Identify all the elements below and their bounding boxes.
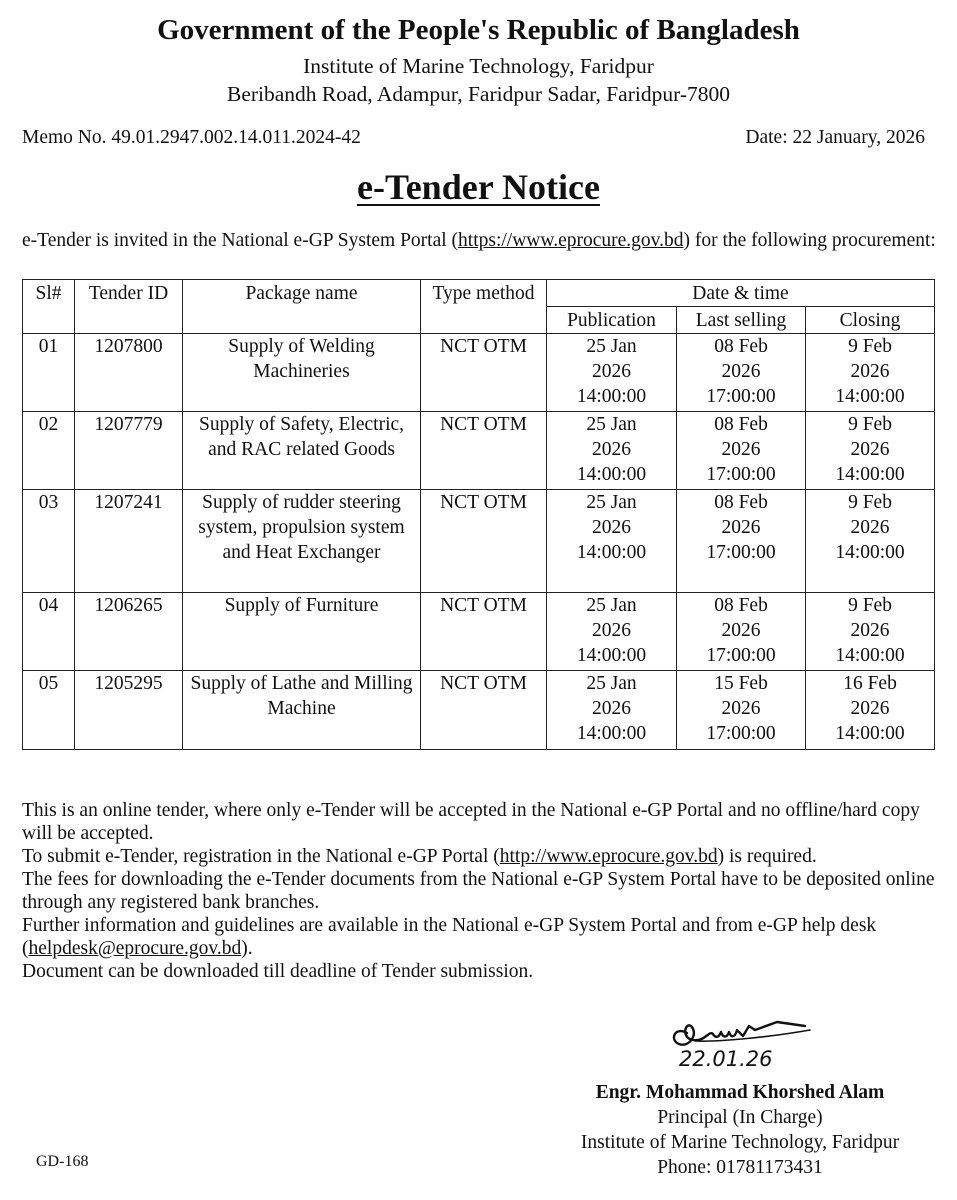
- cell-sl: 03: [23, 490, 75, 593]
- cell-publication: 25 Jan 2026 14:00:00: [547, 412, 677, 490]
- cell-tender-id: 1205295: [75, 671, 183, 750]
- signatory-designation: Principal (In Charge): [657, 1107, 823, 1128]
- signatory-phone: Phone: 01781173431: [657, 1157, 823, 1178]
- cell-last-selling: 08 Feb 2026 17:00:00: [677, 334, 806, 412]
- memo-number: Memo No. 49.01.2947.002.14.011.2024-42: [22, 127, 361, 148]
- intro-text: e-Tender is invited in the National e-GP System Portal (https://www.eprocure.gov.bd) for the following procurement:: [22, 230, 936, 251]
- cell-type: NCT OTM: [421, 671, 547, 750]
- note-helpdesk: Further information and guidelines are available in the National e-GP System Portal and from e-GP help desk (helpdesk@eprocure.gov.bd).: [22, 915, 877, 959]
- col-tender-id: Tender ID: [75, 280, 183, 334]
- government-heading: Government of the People's Republic of Bangladesh: [157, 14, 800, 46]
- institute-address: Beribandh Road, Adampur, Faridpur Sadar, Faridpur-7800: [226, 82, 730, 106]
- cell-package: Supply of rudder steering system, propulsion system and Heat Exchanger: [183, 490, 421, 593]
- table-row: [23, 593, 935, 671]
- cell-type: NCT OTM: [421, 593, 547, 671]
- signature-date: 22.01.26: [679, 1047, 773, 1071]
- note-download-deadline: Document can be downloaded till deadline of Tender submission.: [22, 961, 534, 982]
- cell-type: NCT OTM: [421, 412, 547, 490]
- signatory-institute: Institute of Marine Technology, Faridpur: [580, 1132, 900, 1153]
- cell-closing: 9 Feb 2026 14:00:00: [806, 490, 935, 593]
- signatory-name: Engr. Mohammad Khorshed Alam: [595, 1082, 885, 1103]
- cell-publication: 25 Jan 2026 14:00:00: [547, 334, 677, 412]
- eprocure-http-link[interactable]: http://www.eprocure.gov.bd: [499, 846, 718, 867]
- cell-closing: 9 Feb 2026 14:00:00: [806, 593, 935, 671]
- table-row: [23, 412, 935, 490]
- cell-tender-id: 1206265: [75, 593, 183, 671]
- note-fees: The fees for downloading the e-Tender documents from the National e-GP System Portal have to be deposited online through any registered bank branches.: [22, 869, 935, 913]
- col-closing: Closing: [806, 307, 935, 334]
- note-registration: To submit e-Tender, registration in the National e-GP Portal (http://www.eprocure.gov.bd) is required.: [22, 846, 817, 867]
- note-online-only: This is an online tender, where only e-Tender will be accepted in the National e-GP Portal and no offline/hard copy will be accepted.: [22, 800, 920, 844]
- cell-package: Supply of Safety, Electric, and RAC related Goods: [183, 412, 421, 490]
- table-row: [23, 671, 935, 750]
- cell-tender-id: 1207241: [75, 490, 183, 593]
- footer-code: GD-168: [36, 1153, 89, 1170]
- cell-sl: 05: [23, 671, 75, 750]
- col-package: Package name: [183, 280, 421, 334]
- cell-package: Supply of Lathe and Milling Machine: [183, 671, 421, 750]
- table-row: [23, 490, 935, 593]
- cell-type: NCT OTM: [421, 490, 547, 593]
- col-sl: Sl#: [23, 280, 75, 334]
- institute-name: Institute of Marine Technology, Faridpur: [303, 54, 654, 78]
- cell-last-selling: 08 Feb 2026 17:00:00: [677, 412, 806, 490]
- table-row: [23, 334, 935, 412]
- page-title: e-Tender Notice: [357, 167, 600, 207]
- eprocure-link[interactable]: https://www.eprocure.gov.bd: [458, 230, 684, 251]
- cell-closing: 16 Feb 2026 14:00:00: [806, 671, 935, 750]
- signatory-block: [540, 1080, 940, 1180]
- cell-sl: 04: [23, 593, 75, 671]
- cell-tender-id: 1207779: [75, 412, 183, 490]
- notice-date: Date: 22 January, 2026: [745, 127, 925, 148]
- cell-package: Supply of Furniture: [183, 593, 421, 671]
- col-last-selling: Last selling: [677, 307, 806, 334]
- notes-section: [22, 799, 942, 983]
- cell-type: NCT OTM: [421, 334, 547, 412]
- col-datetime: Date & time: [547, 280, 935, 307]
- cell-last-selling: 08 Feb 2026 17:00:00: [677, 490, 806, 593]
- signature-image: [665, 1008, 825, 1078]
- cell-closing: 9 Feb 2026 14:00:00: [806, 412, 935, 490]
- cell-publication: 25 Jan 2026 14:00:00: [547, 593, 677, 671]
- cell-publication: 25 Jan 2026 14:00:00: [547, 490, 677, 593]
- cell-package: Supply of Welding Machineries: [183, 334, 421, 412]
- cell-closing: 9 Feb 2026 14:00:00: [806, 334, 935, 412]
- table-header-row: [23, 280, 935, 307]
- cell-sl: 01: [23, 334, 75, 412]
- col-type: Type method: [421, 280, 547, 334]
- cell-last-selling: 15 Feb 2026 17:00:00: [677, 671, 806, 750]
- cell-tender-id: 1207800: [75, 334, 183, 412]
- cell-sl: 02: [23, 412, 75, 490]
- cell-publication: 25 Jan 2026 14:00:00: [547, 671, 677, 750]
- col-publication: Publication: [547, 307, 677, 334]
- helpdesk-email-link[interactable]: helpdesk@eprocure.gov.bd: [28, 938, 242, 959]
- tender-table: [22, 279, 935, 750]
- cell-last-selling: 08 Feb 2026 17:00:00: [677, 593, 806, 671]
